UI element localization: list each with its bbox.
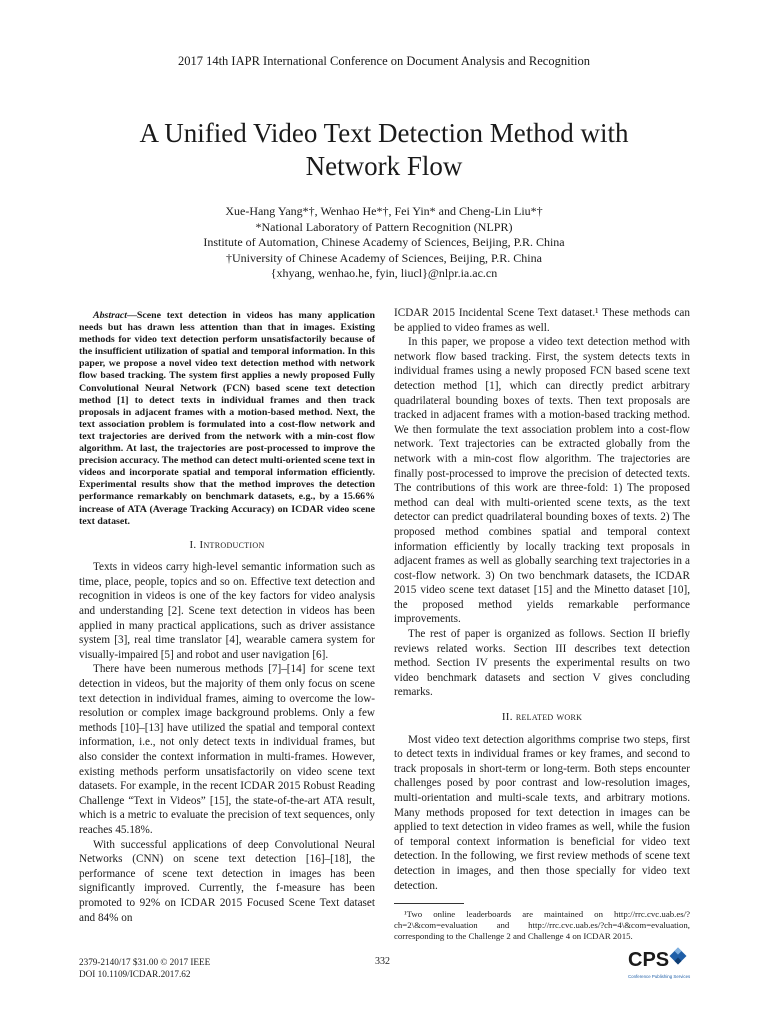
paper-title	[80, 117, 688, 183]
related-paragraph-1: Most video text detection algorithms comprise two steps, first to detect texts in individual frames or key frames, and second to track proposals in short-term or long-term. Both steps encounter challenges posed by poor contrast and low-resolution images, multi-orientation and multi-scale texts, and arbitrary motions. Many methods proposed for text detection in images can be applied to text detection in video frames as well, while the fusion of temporal context information is beneficial for video text detection. In the following, we first review methods of scene text detection in images, and then those specially for video text detection.	[394, 733, 690, 892]
footer-doi: DOI 10.1109/ICDAR.2017.62	[79, 969, 191, 979]
intro-paragraph-2: There have been numerous methods [7]–[14] for scene text detection in videos, but the majority of them only focus on scene text detection in individual frames, aiming to overcome the low-resolution or complex image background problems. Only a few methods [10]–[13] have utilized the spatial and temporal context information, i.e., not only detect texts in individual frames, but also consider the context information in multi-frames. However, existing methods perform unsatisfactorily on video scene text datasets. For example, in the recent ICDAR 2015 Robust Reading Challenge “Text in Videos” [15], the state-of-the-art ATA result, which is a metric to evaluate the precision of text sequences, only reaches 45.18%.	[79, 663, 375, 836]
footnote: ¹Two online leaderboards are maintained on http://rrc.cvc.uab.es/?ch=2\&com=evaluation and http://rrc.cvc.uab.es/?ch=4\&com=evaluation, corresponding to the Challenge 2 and Challenge 4 on ICDAR 2015.	[394, 909, 690, 942]
section-heading-introduction: I. Introduction	[189, 538, 265, 551]
title-line-1: A Unified Video Text Detection Method with	[139, 118, 629, 148]
affiliation-2: Institute of Automation, Chinese Academy of Sciences, Beijing, P.R. China	[203, 235, 565, 250]
conference-header: 2017 14th IAPR International Conference on Document Analysis and Recognition	[177, 54, 591, 68]
footer-issn: 2379-2140/17 $31.00 © 2017 IEEE	[79, 957, 211, 967]
abstract-text: —Scene text detection in videos has many application needs but has drawn less attention than that in images. Existing methods for video text detection perform unsatisfactorily because of the insufficient utilization of spatial and temporal information. In this paper, we propose a novel video text detection method with network flow based tracking. The system first applies a newly proposed Fully Convolutional Neural Network (FCN) based scene text detection method [1] to detect texts in individual frames and then track proposals in adjacent frames with a motion-based method. Next, the text association problem is formulated into a cost-flow network and text trajectories are derived from the network with a min-cost flow algorithm. At last, the trajectories are post-processed to improve the precision accuracy. The method can detect multi-oriented scene text in videos and incorporate spatial and temporal information efficiently. Experimental results show that the method improves the detection performance remarkably on benchmark datasets, e.g., by a 15.66% increase of ATA (Average Tracking Accuracy) on ICDAR video scene text dataset.	[79, 310, 375, 527]
intro-paragraph-3: With successful applications of deep Convolutional Neural Networks (CNN) on scene text detection [16]–[18], the performance of scene text detection in images has been significantly improved. Currently, the f-measure has been promoted to 92% on ICDAR 2015 Focused Scene Text dataset and 84% on	[79, 838, 375, 924]
right-paragraph-1: ICDAR 2015 Incidental Scene Text dataset.¹ These methods can be applied to video frames as well.	[394, 307, 690, 334]
cps-logo-subtext: Conference Publishing Services	[628, 974, 691, 979]
cps-logo-text: CPS	[628, 949, 670, 971]
footer-info	[79, 956, 210, 980]
affiliation-1: *National Laboratory of Pattern Recognition (NLPR)	[255, 219, 513, 234]
abstract-label: Abstract	[93, 310, 128, 321]
abstract	[79, 310, 375, 528]
affiliation-3: †University of Chinese Academy of Sciences, Beijing, P.R. China	[226, 250, 542, 265]
author-emails: {xhyang, wenhao.he, fyin, liucl}@nlpr.ia.ac.cn	[270, 266, 498, 281]
cps-logo	[628, 942, 692, 982]
author-block	[80, 204, 688, 282]
intro-paragraph-1: Texts in videos carry high-level semantic information such as time, place, people, topics and so on. Effective text detection and recognition in videos is one of the key factors for video analysis and understanding [2]. Scene text detection in videos has been applied in many practical applications, such as driver assistance system [3], real time translator [4], wearable camera system for visually-impaired [5] and robot and user navigation [6].	[79, 561, 375, 661]
title-line-2: Network Flow	[305, 151, 463, 181]
cps-logo-icon	[628, 942, 692, 982]
author-names: Xue-Hang Yang*†, Wenhao He*†, Fei Yin* and Cheng-Lin Liu*†	[225, 204, 543, 218]
right-column	[394, 306, 690, 942]
section-heading-related-work: II. related work	[501, 711, 583, 724]
left-column	[79, 310, 375, 925]
footnote-rule	[394, 903, 464, 904]
page-number: 332	[375, 956, 390, 967]
right-paragraph-2: In this paper, we propose a video text detection method with network flow based tracking. First, the system detects texts in individual frames using a newly proposed FCN based scene text detection method [1], which can directly predict arbitrary quadrilateral bounding boxes of texts. Then text proposals are tracked in adjacent frames with a motion-based tracking method. We then formulate the text association problem into a cost-flow network. Text trajectories can be extracted globally from the network with a min-cost flow algorithm. The trajectories are finally post-processed to improve the precision of detected texts. The contributions of this work are three-fold: 1) The proposed method can deal with multi-oriented scene texts, as the text detector can predict quadrilateral bounding boxes of texts. 2) The proposed method combines spatial and temporal context information efficiently by locally tracking text proposals in adjacent frames as well as globally searching text trajectories in a cost-flow network. 3) On two benchmark datasets, the ICDAR 2015 video scene text dataset [15] and the Minetto dataset [10], the proposed method yields remarkable performance improvements.	[394, 336, 690, 626]
right-paragraph-3: The rest of paper is organized as follows. Section II briefly reviews related works. Section III describes text detection method. Section IV presents the experimental results on two video benchmark datasets and section V gives concluding remarks.	[394, 628, 690, 699]
